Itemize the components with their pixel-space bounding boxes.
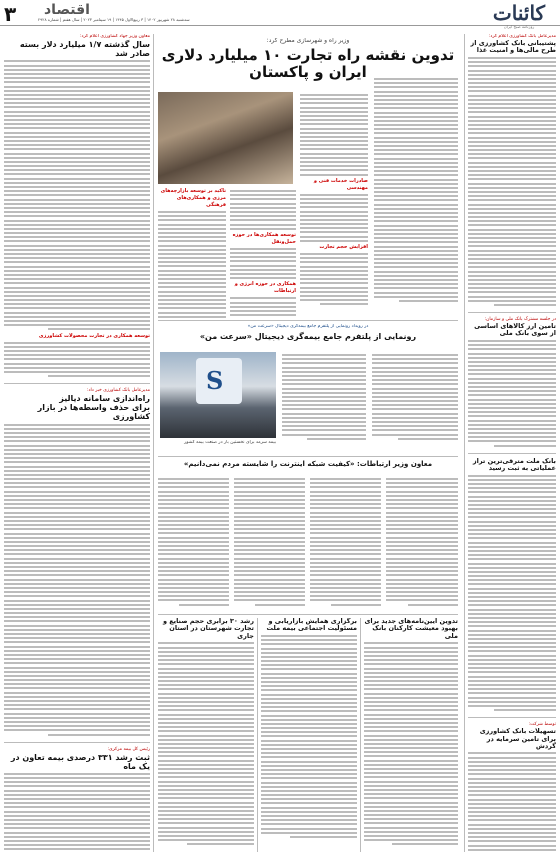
right-article-2 bbox=[468, 317, 556, 447]
right-headline-4: تسهیلات بانک کشاورزی برای تامین سرمایه در گردش bbox=[479, 727, 556, 750]
article-body bbox=[468, 752, 556, 852]
feature-body-col-1 bbox=[372, 352, 458, 452]
feature-headline: رونمایی از پلتفرم جامع بیمه‌گری دیجیتال «سرعت من» bbox=[199, 332, 417, 341]
article-body bbox=[4, 342, 150, 378]
article-body bbox=[4, 773, 150, 852]
left-headline-2-line-2: برای حذف واسطه‌ها در بازار کشاورزی bbox=[37, 403, 150, 422]
left-article-2 bbox=[4, 388, 150, 735]
lead-subhead: صادرات خدمات فنی و مهندسی bbox=[313, 177, 368, 191]
lead-body-col-3 bbox=[230, 188, 296, 318]
brand-tagline: روزنامه صبح ایران bbox=[503, 24, 535, 29]
article-body bbox=[468, 475, 556, 712]
masthead-logo bbox=[484, 2, 554, 32]
left-kicker: معاون وزیر جهاد کشاورزی اعلام کرد: bbox=[79, 34, 150, 39]
left-headline-2-line-1: راه‌اندازی سامانه دیالیز bbox=[59, 394, 150, 404]
left-headline-2 bbox=[4, 394, 150, 422]
bottom-article-2 bbox=[261, 618, 357, 852]
right-kicker: مدیرعامل بانک کشاورزی اعلام کرد: bbox=[488, 34, 556, 39]
ict-body-col-3 bbox=[234, 476, 305, 612]
lead-subhead: تاکید بر توسعه بازارچه‌های مرزی و همکاری‌های فرهنگی bbox=[160, 188, 226, 208]
left-column bbox=[4, 34, 154, 852]
right-article-3 bbox=[468, 458, 556, 711]
dateline: سه‌شنبه ۲۸ شهریور ۱۴۰۲ | ۳ ربیع‌الاول ۱۴۴۵ | ۱۹ سپتامبر ۲۰۲۳ | سال هفتم | شماره ۲۹۲۸ bbox=[38, 17, 190, 22]
ict-headline: معاون وزیر ارتباطات: «کیفیت شبکه اینترنت را شایسته مردم نمی‌دانیم» bbox=[183, 460, 433, 468]
lead-subhead: توسعه همکاری‌ها در حوزه حمل‌ونقل bbox=[232, 231, 296, 245]
feature-kicker: در رویداد رونمایی از پلتفرم جامع بیمه‌گری دیجیتال «سرعت من» bbox=[247, 324, 369, 329]
right-kicker-4: توسط شرکت: bbox=[528, 722, 556, 728]
article-body bbox=[4, 60, 150, 330]
lead-body-col-1 bbox=[374, 76, 458, 316]
lead-subhead: همکاری در حوزه انرژی و ارتباطات bbox=[234, 281, 296, 295]
right-headline-2: تامین ارز کالاهای اساسی از سوی بانک ملی bbox=[474, 322, 556, 338]
lead-body-col-2 bbox=[300, 92, 368, 317]
left-article-1 bbox=[4, 34, 150, 377]
ict-header bbox=[158, 460, 458, 474]
left-subhead: توسعه همکاری در تجارت محصولات کشاورزی bbox=[38, 332, 150, 339]
page-header bbox=[0, 0, 560, 26]
left-headline: سال گذشته ۱/۷ میلیارد دلار بسته صادر شد bbox=[19, 40, 150, 59]
feature-caption: بیمه سرمد برای نخستین بار در صنعت بیمه کشور bbox=[184, 440, 276, 445]
article-body bbox=[468, 340, 556, 447]
lead-headline: تدوین نقشه راه تجارت ۱۰ میلیارد دلاری ایران و پاکستان bbox=[161, 46, 455, 82]
feature-header bbox=[158, 324, 458, 350]
brand-name: کائنات bbox=[492, 1, 546, 25]
section-title: اقتصاد bbox=[44, 2, 90, 18]
lead-photo bbox=[158, 92, 293, 184]
lead-subhead: افزایش حجم تجارت bbox=[319, 244, 368, 250]
bottom-article-3 bbox=[158, 618, 254, 852]
article-body bbox=[4, 424, 150, 736]
right-kicker-2: در جلسه مشترک بانک ملی و سازمان: bbox=[484, 317, 556, 322]
article-body bbox=[468, 57, 556, 306]
right-column bbox=[464, 34, 556, 852]
bottom-headline-3: رشد ۳۰ برابری حجم صنایع و تجارت شهرستان در استان جاری bbox=[162, 618, 254, 640]
left-kicker-3: رئیس کل بیمه مرکزی: bbox=[107, 746, 150, 752]
insurance-logo-icon: S bbox=[196, 358, 242, 404]
left-kicker-2: مدیرعامل بانک کشاورزی خبر داد: bbox=[87, 388, 150, 394]
right-article-1 bbox=[468, 34, 556, 306]
right-headline: پشتیبانی بانک کشاورزی از طرح مالی‌ها و امنیت غذا bbox=[470, 39, 556, 55]
lead-body-col-4 bbox=[158, 188, 226, 318]
left-article-3 bbox=[4, 747, 150, 853]
feature-body-col-2 bbox=[282, 352, 366, 452]
ict-body-col-1 bbox=[386, 476, 458, 612]
bottom-article-1 bbox=[364, 618, 458, 852]
page-number: ۳ bbox=[4, 2, 17, 26]
ict-body-col-4 bbox=[158, 476, 229, 612]
left-headline-3: ثبت رشد ۳۳۱ درصدی بیمه تعاون در یک ماه bbox=[10, 752, 150, 771]
ict-body-col-2 bbox=[310, 476, 381, 612]
right-headline-3: بانک ملت مترقی‌ترین تراز عملیاتی به ثبت رسید bbox=[472, 456, 556, 473]
lead-kicker: وزیر راه و شهرسازی مطرح کرد: bbox=[266, 38, 350, 44]
right-article-4 bbox=[468, 722, 556, 852]
bottom-headline-2: برگزاری همایش بازاریابی و مسئولیت اجتماعی بیمه ملت bbox=[266, 618, 357, 633]
bottom-headline-1: تدوین آیین‌نامه‌های جدید برای بهبود معیشت کارکنان بانک ملی bbox=[364, 618, 458, 640]
